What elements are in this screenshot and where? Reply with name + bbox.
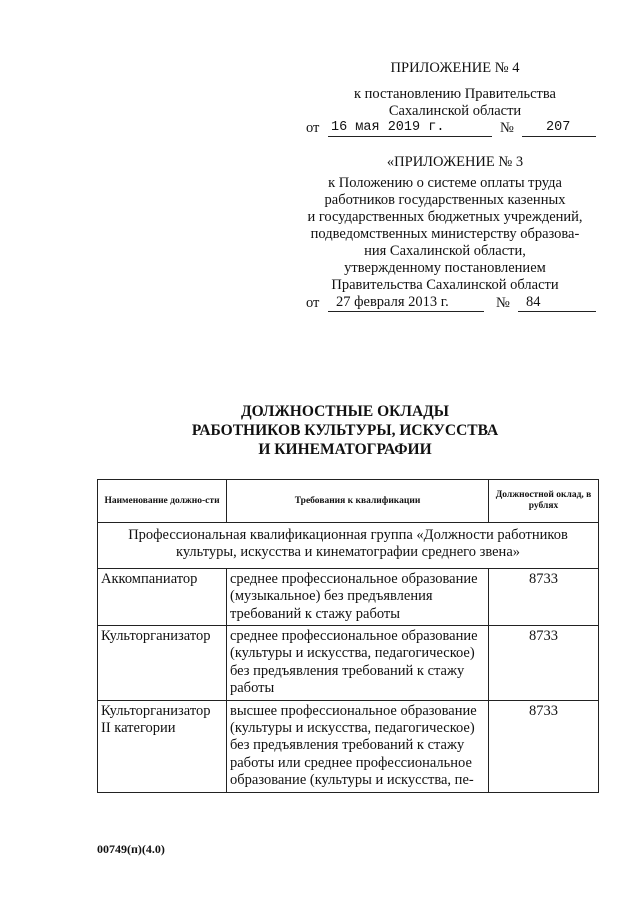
appendix-3-date: 27 февраля 2013 г. bbox=[336, 294, 449, 310]
cell-position: Культорганизатор bbox=[98, 626, 227, 701]
qualification-group-title: Профессиональная квалификационная группа «Должности работников культуры, искусства и кинематографии среднего звена» bbox=[98, 523, 599, 569]
appendix-3-line: ния Сахалинской области, bbox=[364, 243, 526, 259]
appendix-3-line: и государственных бюджетных учреждений, bbox=[307, 209, 583, 225]
header-salary: Должностной оклад, в рублях bbox=[489, 480, 599, 523]
appendix-4-number-field bbox=[522, 119, 596, 137]
appendix-3-line: утвержденному постановлением bbox=[344, 260, 546, 276]
appendix-3-line: Правительства Сахалинской области bbox=[331, 277, 559, 293]
appendix-3-from-label: от bbox=[306, 295, 320, 311]
document-title-line1: ДОЛЖНОСТНЫЕ ОКЛАДЫ bbox=[240, 403, 450, 420]
table-row bbox=[98, 568, 599, 625]
appendix-3-number-sign: № bbox=[496, 295, 510, 311]
document-title-line3: И КИНЕМАТОГРАФИИ bbox=[258, 441, 432, 458]
appendix-3-line: работников государственных казенных bbox=[324, 192, 566, 208]
appendix-3-number-field bbox=[518, 294, 596, 312]
appendix-4-line2: Сахалинской области bbox=[388, 103, 522, 119]
appendix-4-from-label: от bbox=[306, 120, 320, 136]
table-row bbox=[98, 700, 599, 792]
appendix-4-line1: к постановлению Правительства bbox=[354, 86, 556, 102]
appendix-3-title: «ПРИЛОЖЕНИЕ № 3 bbox=[386, 154, 524, 170]
cell-salary: 8733 bbox=[489, 568, 599, 625]
cell-position: Аккомпаниатор bbox=[98, 568, 227, 625]
appendix-3-date-field bbox=[328, 294, 484, 312]
document-title-line2: РАБОТНИКОВ КУЛЬТУРЫ, ИСКУССТВА bbox=[191, 422, 499, 439]
appendix-4-title: ПРИЛОЖЕНИЕ № 4 bbox=[390, 60, 520, 76]
appendix-3-line: к Положению о системе оплаты труда bbox=[328, 175, 562, 191]
appendix-4-date-field bbox=[328, 119, 492, 137]
appendix-3-number: 84 bbox=[526, 294, 541, 310]
appendix-4-number: 207 bbox=[546, 120, 571, 135]
table-header-row bbox=[98, 480, 599, 523]
cell-salary: 8733 bbox=[489, 626, 599, 701]
appendix-4-number-sign: № bbox=[500, 120, 514, 136]
appendix-4-date: 16 мая 2019 г. bbox=[331, 120, 445, 135]
cell-salary: 8733 bbox=[489, 700, 599, 792]
appendix-3-line: подведомственных министерству образова- bbox=[310, 226, 580, 242]
document-code: 00749(п)(4.0) bbox=[97, 842, 165, 856]
table-group-row bbox=[98, 523, 599, 569]
table-row bbox=[98, 626, 599, 701]
header-requirements: Требования к квалификации bbox=[227, 480, 489, 523]
cell-requirements: среднее профессиональное образование (музыкальное) без предъявления требований к стажу работы bbox=[227, 568, 489, 625]
cell-requirements: высшее профессиональное образование (культуры и искусства, педагогическое) без предъявления требований к стажу работы или среднее профессиональное образование (культуры и искусства, пе- bbox=[227, 700, 489, 792]
header-position: Наименование должно-сти bbox=[98, 480, 227, 523]
cell-position: Культорганизатор II категории bbox=[98, 700, 227, 792]
cell-requirements: среднее профессиональное образование (культуры и искусства, педагогическое) без предъявления требований к стажу работы bbox=[227, 626, 489, 701]
salary-table bbox=[97, 479, 599, 793]
